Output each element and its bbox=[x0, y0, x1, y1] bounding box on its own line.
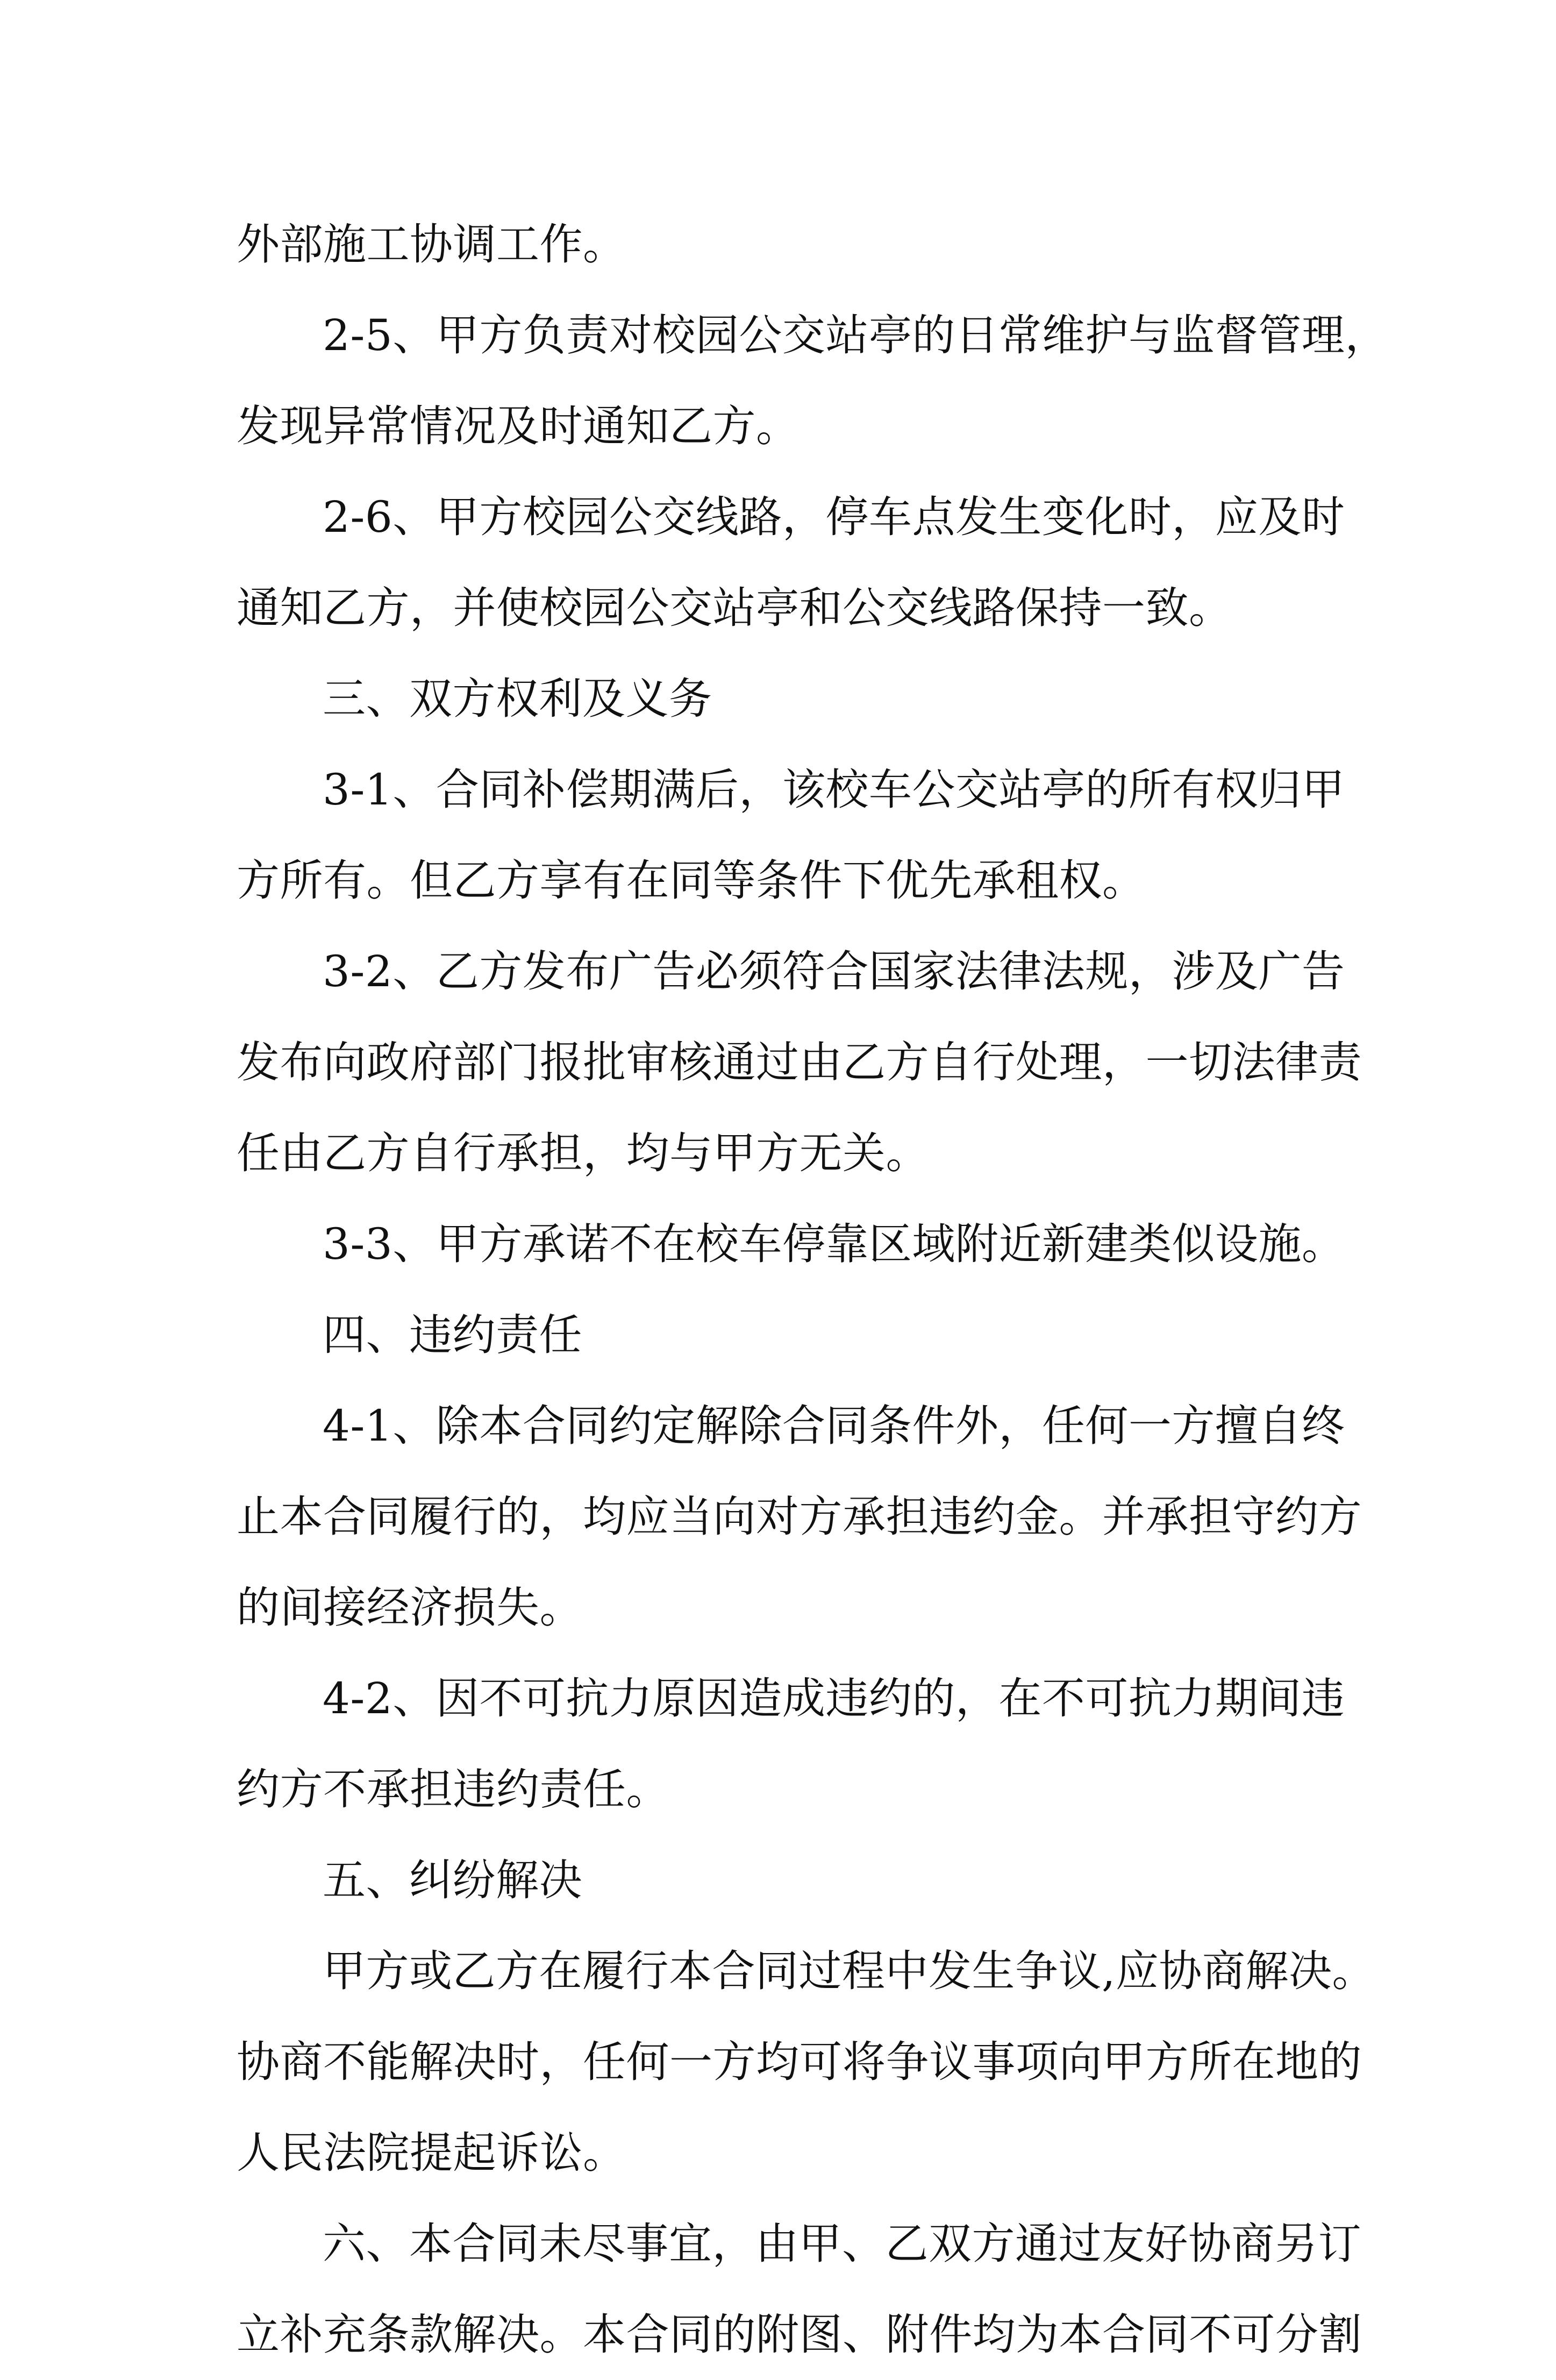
section-heading-4: 四、违约责任 bbox=[323, 1310, 582, 1360]
text-line: 方所有。但乙方享有在同等条件下优先承租权。 bbox=[237, 856, 1146, 906]
text-line: 人民法院提起诉讼。 bbox=[237, 2128, 626, 2178]
text-line: 发布向政府部门报批审核通过由乙方自行处理，一切法律责 bbox=[237, 1037, 1362, 1087]
section-6-line: 六、本合同未尽事宜，由甲、乙双方通过友好协商另订 bbox=[323, 2219, 1361, 2269]
text-line: 外部施工协调工作。 bbox=[237, 219, 626, 269]
text-line: 任由乙方自行承担，均与甲方无关。 bbox=[237, 1128, 929, 1178]
text-line: 止本合同履行的，均应当向对方承担违约金。并承担守约方 bbox=[237, 1492, 1362, 1542]
clause-4-1-line: 4-1、除本合同约定解除合同条件外，任何一方擅自终 bbox=[323, 1401, 1345, 1451]
section-heading-5: 五、纠纷解决 bbox=[323, 1855, 582, 1905]
section-heading-3: 三、双方权利及义务 bbox=[323, 674, 712, 724]
text-line: 约方不承担违约责任。 bbox=[237, 1764, 669, 1814]
clause-3-2-line: 3-2、乙方发布广告必须符合国家法律法规，涉及广告 bbox=[323, 946, 1345, 996]
text-line: 通知乙方，并使校园公交站亭和公交线路保持一致。 bbox=[237, 583, 1232, 633]
text-line: 发现异常情况及时通知乙方。 bbox=[237, 401, 800, 451]
clause-3-3-line: 3-3、甲方承诺不在校车停靠区域附近新建类似设施。 bbox=[323, 1219, 1345, 1269]
clause-2-6-line: 2-6、甲方校园公交线路，停车点发生变化时，应及时 bbox=[323, 492, 1345, 542]
text-line: 的间接经济损失。 bbox=[237, 1583, 583, 1633]
dispute-paragraph-line: 甲方或乙方在履行本合同过程中发生争议,应协商解决。 bbox=[323, 1946, 1375, 1996]
clause-2-5-line: 2-5、甲方负责对校园公交站亭的日常维护与监督管理， bbox=[323, 310, 1388, 360]
text-line: 协商不能解决时，任何一方均可将争议事项向甲方所在地的 bbox=[237, 2037, 1362, 2087]
text-line: 立补充条款解决。本合同的附图、附件均为本合同不可分割 bbox=[237, 2310, 1362, 2360]
clause-4-2-line: 4-2、因不可抗力原因造成违约的，在不可抗力期间违 bbox=[323, 1673, 1345, 1723]
document-body bbox=[237, 199, 1388, 2380]
clause-3-1-line: 3-1、合同补偿期满后，该校车公交站亭的所有权归甲 bbox=[323, 765, 1345, 815]
